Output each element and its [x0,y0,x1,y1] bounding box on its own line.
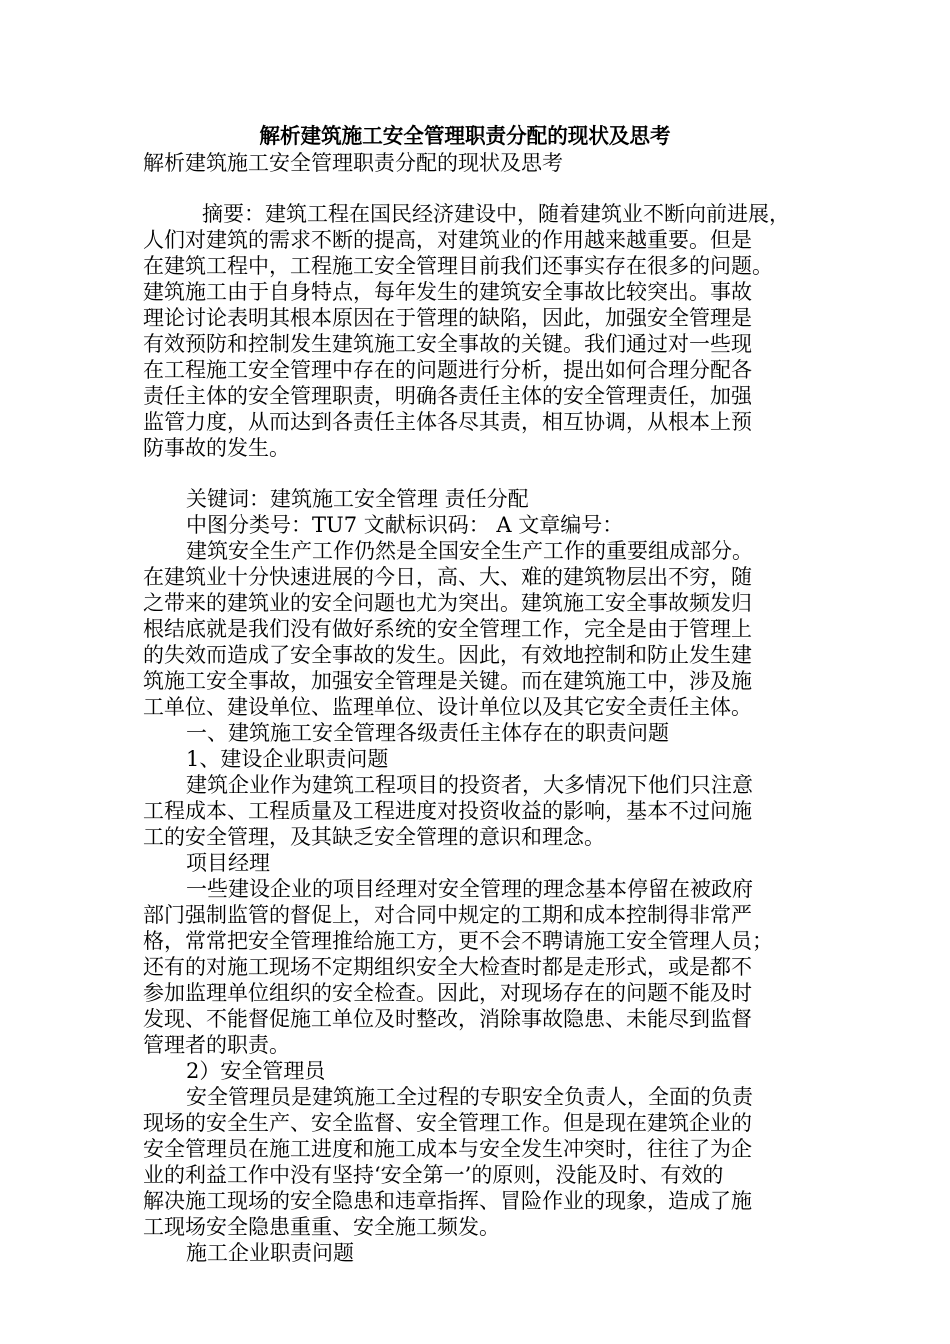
subsection-heading: 2）安全管理员 [186,1059,326,1083]
body-line: 工程成本、工程质量及工程进度对投资收益的影响，基本不过问施 [143,799,752,823]
body-line: 解决施工现场的安全隐患和违章指挥、冒险作业的现象，造成了施 [143,1189,752,1213]
subtitle-line: 解析建筑施工安全管理职责分配的现状及思考 [143,151,563,175]
abstract-line: 防事故的发生。 [143,436,290,460]
abstract-line: 理论讨论表明其根本原因在于管理的缺陷，因此，加强安全管理是 [143,306,752,330]
abstract-line: 建筑施工由于自身特点，每年发生的建筑安全事故比较突出。事故 [143,280,752,304]
body-line: 一些建设企业的项目经理对安全管理的理念基本停留在被政府 [186,877,753,901]
body-line: 工的安全管理，及其缺乏安全管理的意识和理念。 [143,825,605,849]
body-line: 安全管理员是建筑施工全过程的专职安全负责人，全面的负责 [186,1085,753,1109]
subsection-heading: 项目经理 [186,851,270,875]
section-heading: 一、建筑施工安全管理各级责任主体存在的职责问题 [186,721,669,745]
body-line: 建筑企业作为建筑工程项目的投资者，大多情况下他们只注意 [186,773,753,797]
body-line: 部门强制监管的督促上，对合同中规定的工期和成本控制得非常严 [143,903,752,927]
body-line: 安全管理员在施工进度和施工成本与安全发生冲突时，往往了为企 [143,1137,752,1161]
body-line: 在建筑业十分快速进展的今日，高、大、难的建筑物层出不穷，随 [143,565,752,589]
abstract-line: 有效预防和控制发生建筑施工安全事故的关键。我们通过对一些现 [143,332,752,356]
body-line: 还有的对施工现场不定期组织安全大检查时都是走形式，或是都不 [143,955,752,979]
abstract-line: 在工程施工安全管理中存在的问题进行分析，提出如何合理分配各 [143,358,752,382]
body-line: 之带来的建筑业的安全问题也尤为突出。建筑施工安全事故频发归 [143,591,752,615]
body-line: 现场的安全生产、安全监督、安全管理工作。但是现在建筑企业的 [143,1111,752,1135]
body-line: 筑施工安全事故，加强安全管理是关键。而在建筑施工中，涉及施 [143,669,752,693]
abstract-line: 人们对建筑的需求不断的提高，对建筑业的作用越来越重要。但是 [143,228,752,252]
body-line: 发现、不能督促施工单位及时整改，消除事故隐患、未能尽到监督 [143,1007,752,1031]
body-line: 根结底就是我们没有做好系统的安全管理工作，完全是由于管理上 [143,617,752,641]
document-title: 解析建筑施工安全管理职责分配的现状及思考 [259,123,671,148]
body-line: 工单位、建设单位、监理单位、设计单位以及其它安全责任主体。 [143,695,752,719]
body-line: 的失效而造成了安全事故的发生。因此，有效地控制和防止发生建 [143,643,752,667]
abstract-line: 责任主体的安全管理职责，明确各责任主体的安全管理责任，加强 [143,384,752,408]
body-line: 业的利益工作中没有坚持‘安全第一’的原则，没能及时、有效的 [143,1163,724,1187]
body-line: 建筑安全生产工作仍然是全国安全生产工作的重要组成部分。 [186,539,753,563]
classification-line: 中图分类号：TU7 文献标识码： A 文章编号： [186,513,624,537]
body-line: 格，常常把安全管理推给施工方，更不会不聘请施工安全管理人员； [143,929,773,953]
keywords-line: 关键词：建筑施工安全管理 责任分配 [186,487,529,511]
abstract-line: 在建筑工程中，工程施工安全管理目前我们还事实存在很多的问题。 [143,254,773,278]
subsection-heading: 施工企业职责问题 [186,1241,354,1265]
body-line: 参加监理单位组织的安全检查。因此，对现场存在的问题不能及时 [143,981,752,1005]
abstract-line: 摘要：建筑工程在国民经济建设中，随着建筑业不断向前进展， [202,202,790,226]
body-line: 工现场安全隐患重重、安全施工频发。 [143,1215,500,1239]
subsection-heading: 1、建设企业职责问题 [186,747,389,771]
abstract-line: 监管力度，从而达到各责任主体各尽其责，相互协调，从根本上预 [143,410,752,434]
body-line: 管理者的职责。 [143,1033,290,1057]
